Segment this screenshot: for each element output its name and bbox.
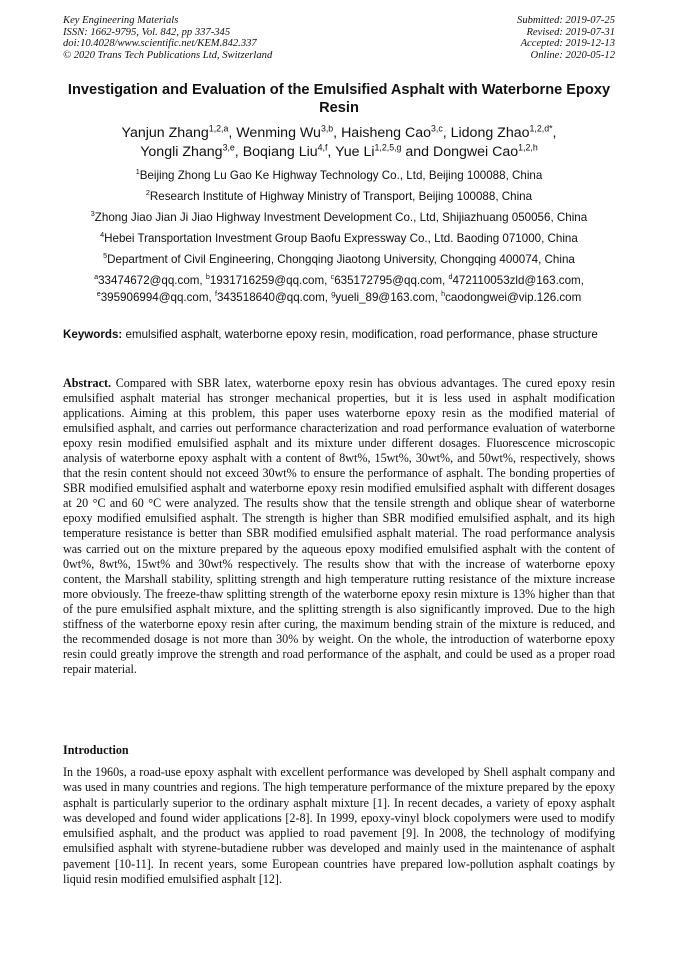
- keywords: [63, 327, 615, 342]
- author: Boqiang Liu$^{4,f}$,: [242, 142, 336, 160]
- keywords-text: emulsified asphalt, waterborne epoxy resin, modification, road performance, phase structure: [122, 328, 598, 341]
- author: Haisheng Cao$^{3,c}$,: [341, 123, 451, 141]
- affiliation: $^3$Zhong Jiao Jian Ji Jiao Highway Investment Development Co., Ltd, Shijiazhuang 050056, China: [90, 209, 588, 224]
- journal-info: [63, 15, 272, 61]
- email-link[interactable]: $^g$yueli_89@163.com,: [331, 288, 442, 304]
- email-link[interactable]: $^e$395906994@qq.com,: [96, 288, 215, 304]
- accepted-date: Accepted: 2019-12-13: [520, 38, 615, 50]
- issn-line: ISSN: 1662-9795, Vol. 842, pp 337-345: [63, 26, 231, 38]
- journal-name: Key Engineering Materials: [63, 15, 179, 26]
- email-list: [40, 273, 638, 306]
- author: Yanjun Zhang$^{1,2,a}$,: [121, 123, 237, 141]
- submitted-date: Submitted: 2019-07-25: [517, 15, 615, 26]
- affiliation: $^5$Department of Civil Engineering, Chongqing Jiaotong University, Chongqing 400074, China: [103, 251, 575, 266]
- introduction-paragraph: In the 1960s, a road-use epoxy asphalt with excellent performance was developed by Shell asphalt company and was used in many countries and regions. The high temperature performance of the mixture prepared by the epoxy asphalt is particularly superior to the ordinary asphalt mixture [1]. In recent decades, a variety of epoxy asphalt was developed and found wider applications [2-8]. In 1999, epoxy-vinyl block copolymers were used to modify emulsified asphalt, and the product was applied to road pavement [9]. In 2008, the technology of modifying emulsified asphalt with styrene-butadiene rubber was developed and mainly used in the maintenance of asphalt pavement [10-11]. In recent years, some European countries have prepared low-pollution asphalt coatings by liquid resin modified emulsified asphalt [12].: [63, 765, 615, 887]
- paper-title: Investigation and Evaluation of the Emulsified Asphalt with Waterborne Epoxy Resin: [67, 82, 611, 116]
- author: Lidong Zhao$^{1,2,d*}$,: [450, 123, 557, 141]
- affiliation: $^4$Hebei Transportation Investment Group Baofu Expressway Co., Ltd. Baoding 071000, China: [100, 230, 578, 245]
- author: Yue Li$^{1,2,5,g}$ and: [335, 142, 433, 160]
- author: Wenming Wu$^{3,b}$,: [236, 123, 342, 141]
- affiliation: $^2$Research Institute of Highway Ministry of Transport, Beijing 100088, China: [145, 188, 533, 203]
- revised-date: Revised: 2019-07-31: [526, 26, 615, 38]
- keywords-label: Keywords:: [63, 328, 123, 341]
- online-date: Online: 2020-05-12: [530, 49, 615, 61]
- author: Yongli Zhang$^{3,e}$,: [140, 142, 243, 160]
- email-link[interactable]: $^a$33474672@qq.com,: [94, 272, 206, 287]
- email-link[interactable]: $^b$1931716259@qq.com,: [205, 272, 331, 287]
- author-list: [50, 124, 628, 162]
- abstract-text: Compared with SBR latex, waterborne epoxy resin has obvious advantages. The cured epoxy resin emulsified asphalt material has stronger mechanical properties, but it is less used in asphalt modification applications. Aiming at this problem, this paper uses waterborne epoxy resin as the modified material of emulsified asphalt, and carries out performance characterization and road performance evaluation of waterborne epoxy resin modified emulsified asphalt and its mixture under different dosages. Fluorescence microscopic analysis of waterborne epoxy asphalt with a content of 8wt%, 15wt%, 30wt%, and 50wt%, respectively, shows that the resin content should not exceed 30wt% to ensure the performance of asphalt. The bonding properties of SBR modified emulsified asphalt and waterborne epoxy resin modified emulsified asphalt with different dosages at 20 °C and 60 °C were analyzed. The results show that the tensile strength and oblique shear of waterborne epoxy modified emulsified asphalt. The strength is higher than SBR modified emulsified asphalt, and its high temperature resistance is better than SBR modified emulsified asphalt material. The road performance analysis was carried out on the mixture prepared by the aqueous epoxy modified emulsified asphalt with the content of 0wt%, 8wt%, 15wt% and 30wt% respectively. The results show that with the increase of waterborne epoxy content, the Marshall stability, splitting strength and high temperature rutting resistance of the mixture increase more obviously. The freeze-thaw splitting strength of the waterborne epoxy resin mixture is 13% higher than that of the pure emulsified asphalt mixture, and the splitting strength is also significantly improved. Due to the high stiffness of the waterborne epoxy resin after curing, the maximum bending strain of the mixture is reduced, and the recommended dosage is not more than 30% by weight. On the whole, the introduction of waterborne epoxy resin could greatly improve the strength and road performance of the asphalt, and could be used as a proper road repair material.: [63, 376, 615, 676]
- abstract-label: Abstract.: [63, 376, 112, 390]
- author: Dongwei Cao$^{1,2,h}$: [432, 142, 538, 160]
- copyright-line: © 2020 Trans Tech Publications Ltd, Switzerland: [63, 49, 273, 61]
- email-link[interactable]: $^d$472110053zld@163.com,: [448, 272, 584, 287]
- submission-dates: [517, 15, 615, 61]
- section-heading-introduction: Introduction: [63, 743, 129, 757]
- abstract: [63, 376, 615, 677]
- email-link[interactable]: $^f$343518640@qq.com,: [214, 288, 332, 304]
- affiliation: $^1$Beijing Zhong Lu Gao Ke Highway Technology Co., Ltd, Beijing 100088, China: [135, 167, 543, 182]
- email-link[interactable]: $^c$635172795@qq.com,: [330, 272, 449, 287]
- doi-line[interactable]: doi:10.4028/www.scientific.net/KEM.842.337: [63, 38, 257, 50]
- email-link[interactable]: $^h$caodongwei@vip.126.com: [441, 288, 582, 304]
